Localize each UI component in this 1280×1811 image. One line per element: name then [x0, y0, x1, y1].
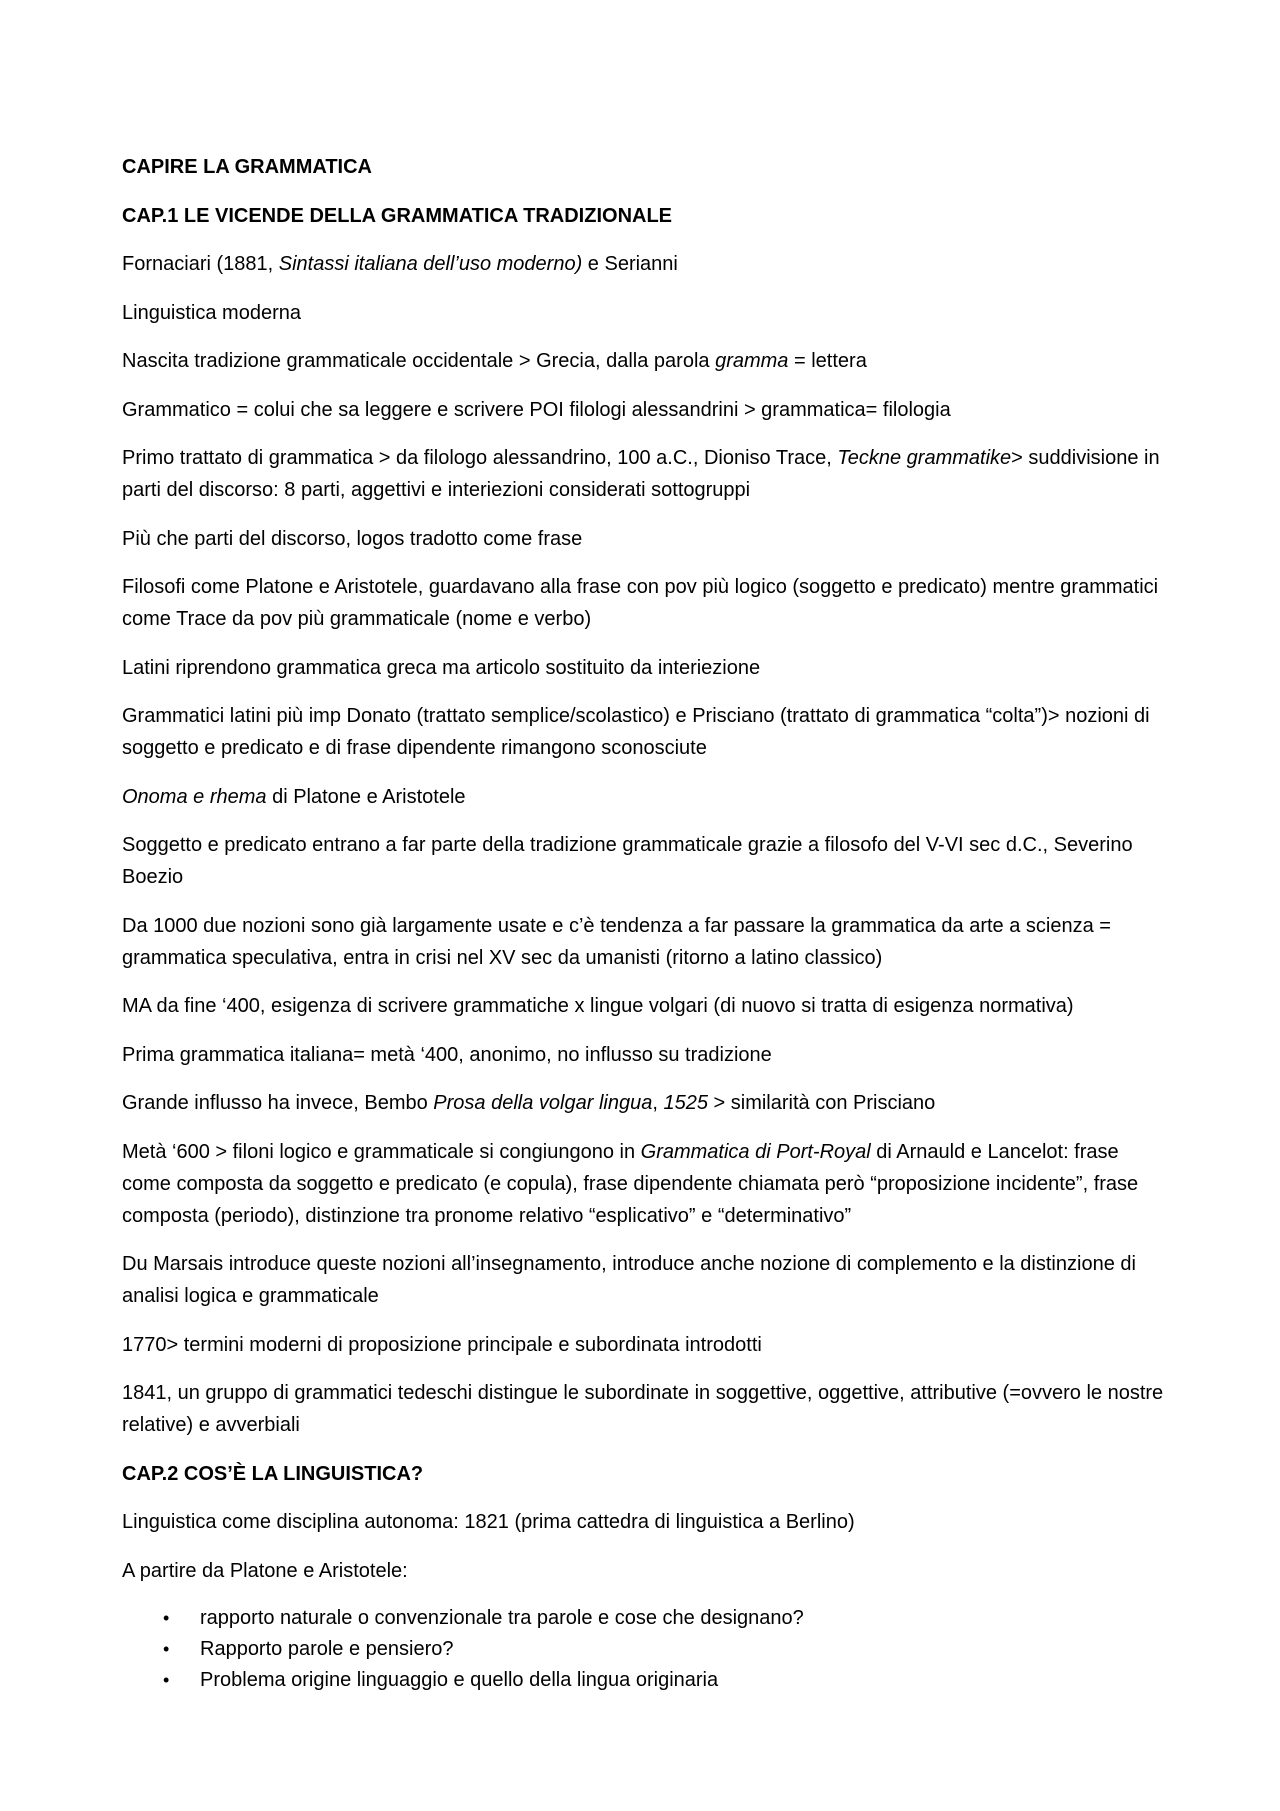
- list-item: • Rapporto parole e pensiero?: [122, 1634, 1172, 1665]
- paragraph: 1770> termini moderni di proposizione principale e subordinata introdotti: [122, 1333, 762, 1356]
- paragraph: Linguistica come disciplina autonoma: 1821 (prima cattedra di linguistica a Berlino): [122, 1511, 855, 1533]
- paragraph: Più che parti del discorso, logos tradotto come frase: [122, 527, 583, 550]
- bullet-list: [122, 1603, 1172, 1696]
- paragraph: Filosofi come Platone e Aristotele, guardavano alla frase con pov più logico (soggetto e predicato) mentre grammatici come Trace da pov più grammaticale (nome e verbo): [122, 576, 1159, 630]
- document-title: CAPIRE LA GRAMMATICA: [122, 156, 372, 178]
- paragraph: Latini riprendono grammatica greca ma articolo sostituito da interiezione: [122, 656, 761, 679]
- italic-term: Onoma e rhema: [122, 785, 267, 808]
- paragraph: Prima grammatica italiana= metà ‘400, anonimo, no influsso su tradizione: [122, 1043, 772, 1066]
- paragraph: MA da fine ‘400, esigenza di scrivere grammatiche x lingue volgari (di nuovo si tratta di esigenza normativa): [122, 995, 1074, 1017]
- paragraph: Da 1000 due nozioni sono già largamente usate e c’è tendenza a far passare la grammatica da arte a scienza = grammatica speculativa, entra in crisi nel XV sec da umanisti (ritorno a latino classico): [122, 914, 1111, 969]
- bullet-icon: •: [163, 1639, 170, 1659]
- italic-title: Teckne grammatike: [837, 447, 1012, 469]
- paragraph: Primo trattato di grammatica > da filologo alessandrino, 100 a.C., Dioniso Trace, Teckne grammatike> suddivisione in parti del discorso: 8 parti, aggettivi e interiezioni considerati sottogruppi: [122, 447, 1160, 501]
- paragraph: Linguistica moderna: [122, 301, 301, 324]
- paragraph: Grammatico = colui che sa leggere e scrivere POI filologi alessandrini > grammatica= filologia: [122, 398, 951, 421]
- paragraph: Soggetto e predicato entrano a far parte della tradizione grammaticale grazie a filosofo del V-VI sec d.C., Severino Boezio: [122, 834, 1133, 888]
- list-item: • rapporto naturale o convenzionale tra parole e cose che designano?: [122, 1603, 1172, 1634]
- paragraph: Fornaciari (1881, Sintassi italiana dell’uso moderno) e Serianni: [122, 253, 678, 275]
- italic-term: gramma: [715, 350, 789, 372]
- paragraph: Grammatici latini più imp Donato (trattato semplice/scolastico) e Prisciano (trattato di grammatica “colta”)> nozioni di soggetto e predicato e di frase dipendente rimangono sconosciute: [122, 705, 1150, 759]
- italic-title: Sintassi italiana dell’uso moderno): [278, 253, 583, 275]
- paragraph: 1841, un gruppo di grammatici tedeschi distingue le subordinate in soggettive, oggettive, attributive (=ovvero le nostre relative) e avverbiali: [122, 1382, 1164, 1436]
- document-body: [122, 151, 1172, 1696]
- chapter-2-heading: CAP.2 COS’È LA LINGUISTICA?: [122, 1462, 424, 1485]
- paragraph: Onoma e rhema di Platone e Aristotele: [122, 785, 466, 808]
- paragraph: A partire da Platone e Aristotele:: [122, 1559, 408, 1582]
- chapter-1-heading: CAP.1 LE VICENDE DELLA GRAMMATICA TRADIZIONALE: [122, 204, 673, 227]
- paragraph: Nascita tradizione grammaticale occidentale > Grecia, dalla parola gramma = lettera: [122, 350, 867, 372]
- paragraph: Metà ‘600 > filoni logico e grammaticale si congiungono in Grammatica di Port-Royal di Arnauld e Lancelot: frase come composta da soggetto e predicato (e copula), frase dipendente chiamata però “proposizione incidente”, frase composta (periodo), distinzione tra pronome relativo “esplicativo” e “determinativo”: [122, 1140, 1139, 1227]
- italic-title: Prosa della volgar lingua: [433, 1092, 653, 1114]
- bullet-icon: •: [163, 1608, 170, 1628]
- list-item: • Problema origine linguaggio e quello della lingua originaria: [122, 1665, 1172, 1696]
- paragraph: Grande influsso ha invece, Bembo Prosa della volgar lingua, 1525 > similarità con Prisciano: [122, 1092, 936, 1114]
- italic-title: Grammatica di Port-Royal: [640, 1140, 871, 1163]
- italic-year: 1525: [663, 1092, 708, 1114]
- bullet-icon: •: [163, 1670, 170, 1690]
- paragraph: Du Marsais introduce queste nozioni all’insegnamento, introduce anche nozione di complemento e la distinzione di analisi logica e grammaticale: [122, 1253, 1136, 1307]
